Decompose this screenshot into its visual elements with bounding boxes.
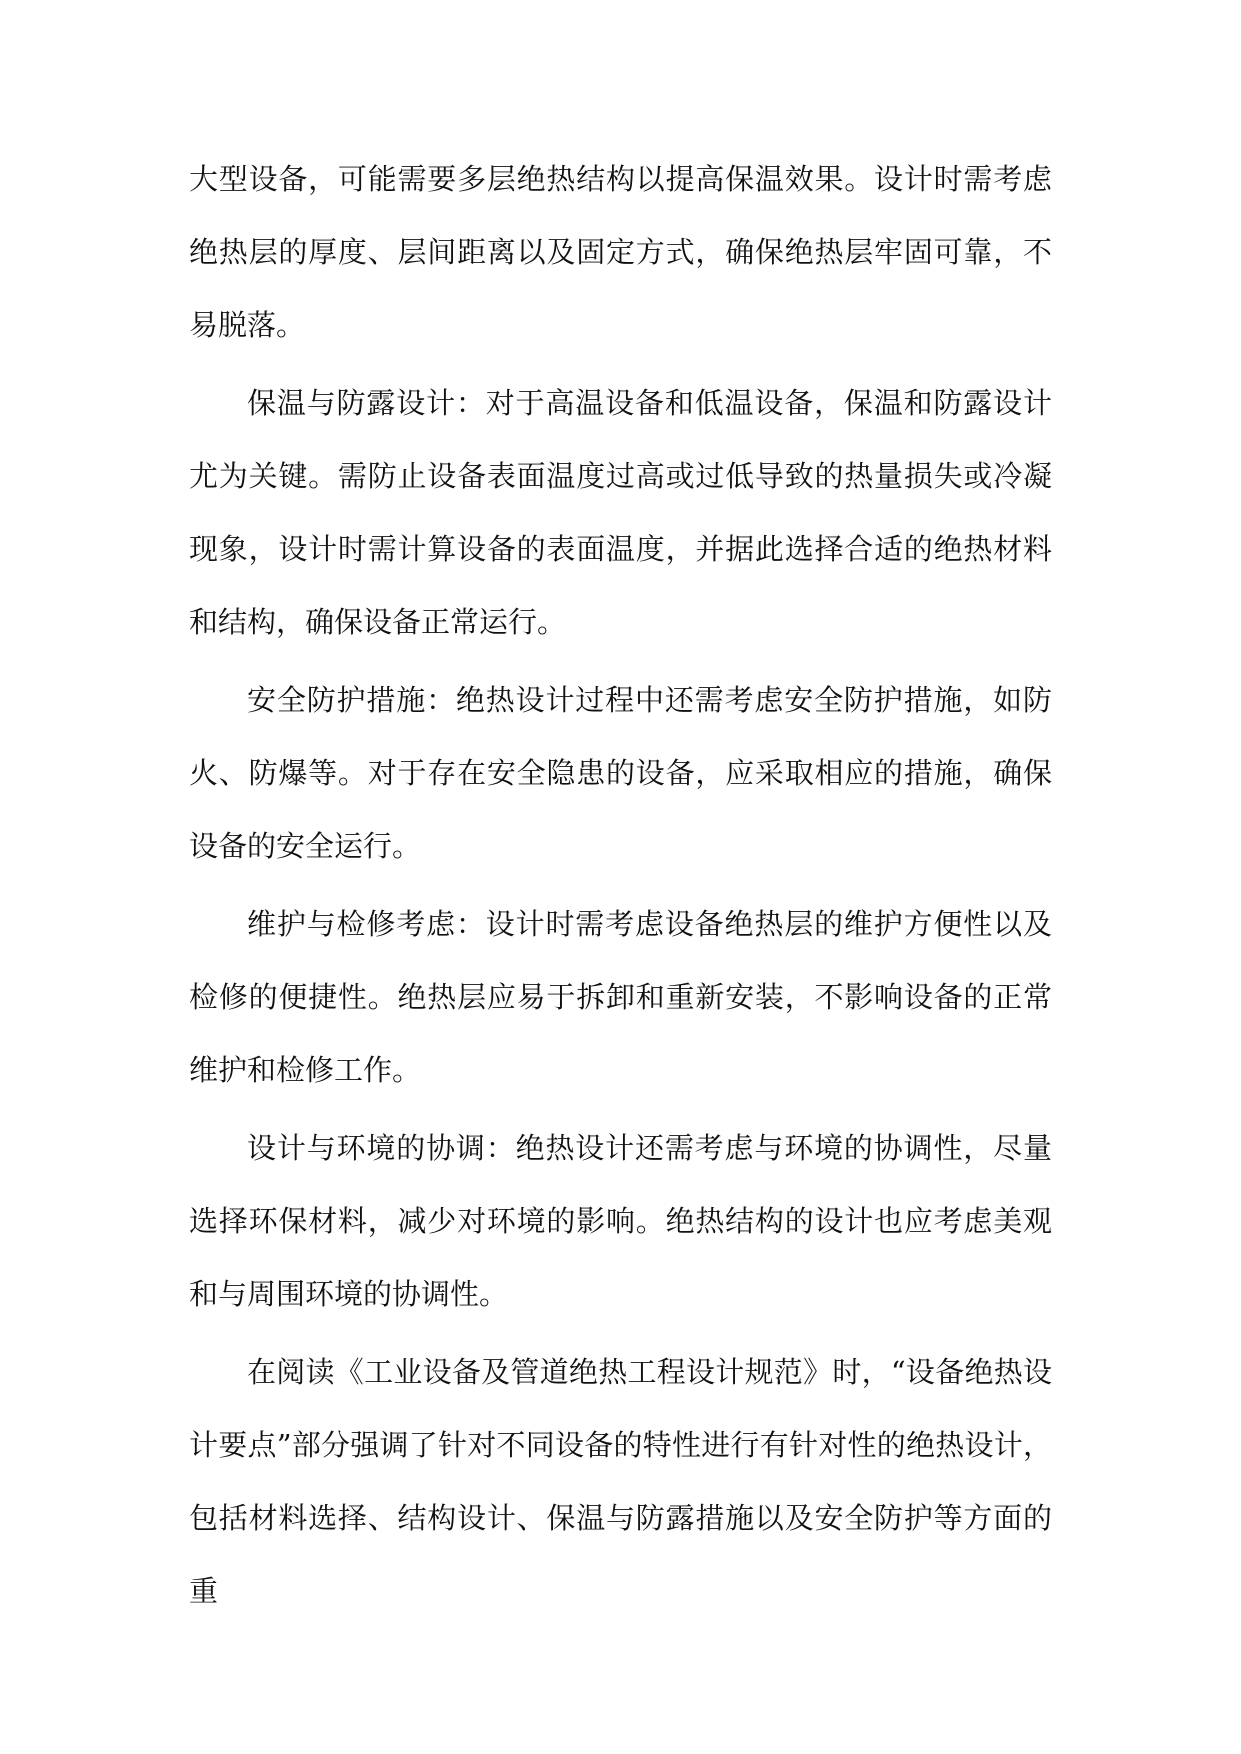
paragraph-reading-summary: 在阅读《工业设备及管道绝热工程设计规范》时，“设备绝热设计要点”部分强调了针对不同设备的特性进行有针对性的绝热设计，包括材料选择、结构设计、保温与防露措施以及安全防护等方面的重 bbox=[189, 1355, 1052, 1608]
paragraph-safety-measures: 安全防护措施：绝热设计过程中还需考虑安全防护措施，如防火、防爆等。对于存在安全隐患的设备，应采取相应的措施，确保设备的安全运行。 bbox=[189, 683, 1052, 863]
paragraph-insulation-dew-design: 保温与防露设计：对于高温设备和低温设备，保温和防露设计尤为关键。需防止设备表面温度过高或过低导致的热量损失或冷凝现象，设计时需计算设备的表面温度，并据此选择合适的绝热材料和结构，确保设备正常运行。 bbox=[189, 386, 1052, 639]
paragraph-environment: 设计与环境的协调：绝热设计还需考虑与环境的协调性，尽量选择环保材料，减少对环境的影响。绝热结构的设计也应考虑美观和与周围环境的协调性。 bbox=[189, 1131, 1052, 1311]
document-body bbox=[189, 143, 1052, 1633]
paragraph-continuation: 大型设备，可能需要多层绝热结构以提高保温效果。设计时需考虑绝热层的厚度、层间距离以及固定方式，确保绝热层牢固可靠，不易脱落。 bbox=[189, 162, 1052, 342]
paragraph-maintenance: 维护与检修考虑：设计时需考虑设备绝热层的维护方便性以及检修的便捷性。绝热层应易于拆卸和重新安装，不影响设备的正常维护和检修工作。 bbox=[189, 907, 1052, 1087]
